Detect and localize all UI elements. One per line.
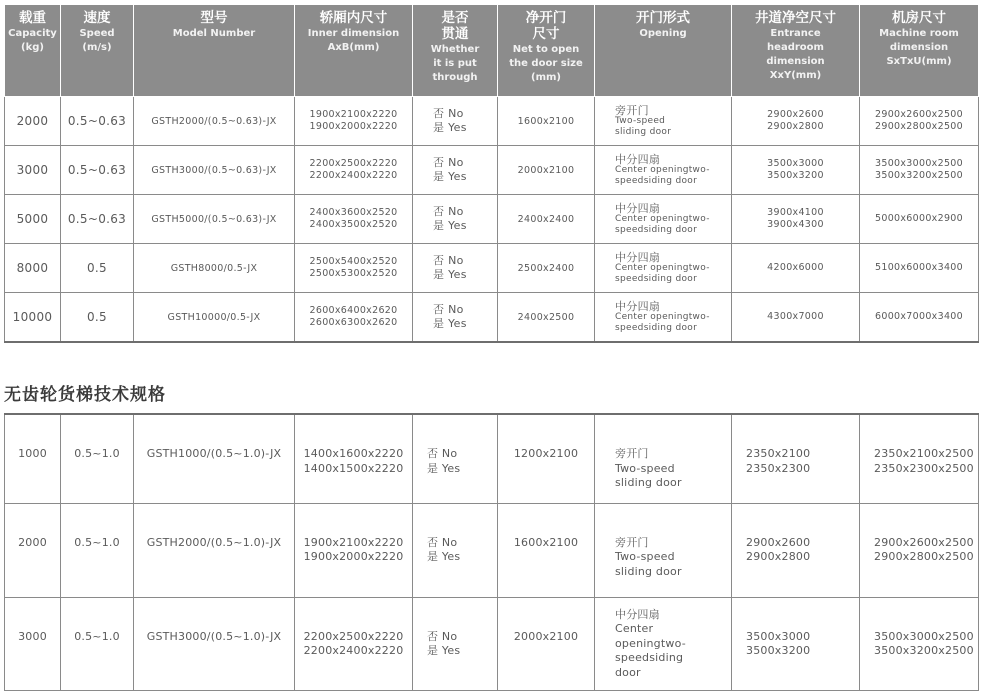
through-value: 否 No (427, 447, 458, 460)
column-header (295, 5, 413, 97)
section-title: 无齿轮货梯技术规格 (4, 385, 166, 405)
opening-en: Center openingtwo- (615, 164, 710, 175)
inner-dimension-value: 2600x6300x2620 (309, 317, 398, 328)
hoistway-value: 2900x2600 (746, 535, 811, 549)
inner-dimension-cell (295, 195, 413, 244)
hoistway-value: 3900x4300 (767, 219, 824, 230)
machine-room-cell (860, 244, 979, 293)
hoistway-value: 3500x3000 (767, 158, 824, 169)
table-row (5, 195, 979, 244)
inner-dimension-value: 2200x2400x2220 (303, 644, 404, 657)
through-value: 是 Yes (427, 461, 461, 475)
column-header (732, 5, 860, 97)
opening-value: door (615, 665, 641, 679)
header-zh: 载重 (19, 10, 46, 26)
hoistway-cell (732, 597, 860, 690)
opening-en: Center openingtwo- (615, 262, 710, 273)
opening-value: 旁开门 (615, 535, 649, 549)
through-cell (413, 293, 498, 343)
through-value: 否 No (433, 107, 464, 120)
inner-dimension-value: 2500x5300x2520 (309, 268, 398, 279)
speed-cell: 0.5 (61, 293, 134, 343)
hoistway-value: 2900x2600 (767, 109, 824, 120)
opening-cell (595, 414, 732, 503)
speed-cell: 0.5~1.0 (61, 414, 134, 503)
door-size-cell: 2500x2400 (498, 244, 595, 293)
machine-room-cell (860, 97, 979, 146)
through-value: 是 Yes (433, 268, 467, 281)
inner-dimension-value: 2600x6400x2620 (309, 305, 398, 316)
machine-room-value: 3500x3000x2500 (875, 158, 963, 169)
through-value: 是 Yes (433, 170, 467, 183)
speed-cell: 0.5~0.63 (61, 97, 134, 146)
opening-cell (595, 597, 732, 690)
inner-dimension-cell (295, 293, 413, 343)
machine-room-cell (860, 195, 979, 244)
header-en: Capacity (8, 28, 57, 39)
door-size-cell: 2000x2100 (498, 597, 595, 690)
inner-dimension-value: 1900x2000x2220 (309, 121, 398, 132)
header-en: Entrance (770, 28, 821, 39)
opening-value: 中分四扇 (615, 607, 660, 621)
capacity-cell: 10000 (5, 293, 61, 343)
header-en: (kg) (21, 42, 44, 53)
column-header (860, 5, 979, 97)
capacity-cell: 5000 (5, 195, 61, 244)
header-en: through (432, 72, 478, 83)
machine-room-value: 2900x2800x2500 (875, 121, 963, 132)
hoistway-cell (732, 97, 860, 146)
header-en: (mm) (531, 72, 561, 83)
opening-en: Center openingtwo- (615, 213, 710, 224)
machine-room-cell (860, 414, 979, 503)
opening-zh: 中分四扇 (615, 250, 661, 264)
header-en: Model Number (172, 28, 256, 39)
through-cell (413, 146, 498, 195)
column-header (413, 5, 498, 97)
hoistway-value: 2900x2800 (767, 121, 824, 132)
machine-room-value: 2900x2800x2500 (874, 550, 974, 563)
model-cell: GSTH8000/0.5-JX (134, 244, 295, 293)
machine-room-value: 2350x2100x2500 (874, 447, 974, 460)
speed-cell: 0.5~0.63 (61, 146, 134, 195)
header-zh: 尺寸 (532, 26, 560, 42)
header-zh: 是否 (441, 10, 469, 26)
geared-spec-table (4, 4, 979, 343)
header-zh: 开门形式 (636, 10, 690, 26)
model-cell: GSTH1000/(0.5~1.0)-JX (134, 414, 295, 503)
inner-dimension-value: 2400x3600x2520 (309, 207, 398, 218)
machine-room-value: 2900x2600x2500 (875, 109, 963, 120)
header-zh: 轿厢内尺寸 (319, 10, 388, 26)
gearless-spec-table (4, 413, 979, 691)
inner-dimension-cell (295, 414, 413, 503)
header-en: Inner dimension (307, 28, 400, 39)
through-value: 是 Yes (427, 550, 461, 563)
machine-room-value: 5000x6000x2900 (875, 213, 963, 224)
capacity-cell: 2000 (5, 97, 61, 146)
hoistway-value: 3500x3200 (746, 644, 811, 657)
hoistway-value: 2350x2300 (746, 461, 811, 475)
header-en: XxY(mm) (769, 70, 822, 81)
through-value: 是 Yes (427, 644, 461, 657)
opening-value: speedsiding (615, 651, 684, 664)
header-en: Opening (639, 28, 687, 39)
opening-cell (595, 244, 732, 293)
hoistway-value: 3900x4100 (767, 207, 824, 218)
header-en: dimension (889, 42, 949, 53)
hoistway-cell (732, 293, 860, 343)
door-size-cell: 2400x2500 (498, 293, 595, 343)
opening-en: Center openingtwo- (615, 311, 710, 322)
machine-room-value: 3500x3000x2500 (874, 629, 974, 643)
door-size-cell: 2400x2400 (498, 195, 595, 244)
header-en: AxB(mm) (327, 42, 380, 53)
hoistway-cell (732, 195, 860, 244)
opening-en: speedsiding door (615, 224, 698, 235)
hoistway-value: 4300x7000 (767, 311, 824, 322)
machine-room-cell (860, 293, 979, 343)
column-header (61, 5, 134, 97)
through-cell (413, 597, 498, 690)
inner-dimension-value: 1400x1600x2220 (303, 447, 404, 460)
header-zh: 贯通 (441, 26, 469, 42)
door-size-cell: 1600x2100 (498, 503, 595, 597)
door-size-cell: 1200x2100 (498, 414, 595, 503)
inner-dimension-value: 2200x2400x2220 (309, 170, 398, 181)
hoistway-cell (732, 503, 860, 597)
through-value: 否 No (433, 205, 464, 218)
machine-room-cell (860, 597, 979, 690)
inner-dimension-value: 1900x2100x2220 (303, 535, 404, 549)
inner-dimension-value: 1400x1500x2220 (303, 461, 404, 475)
model-cell: GSTH2000/(0.5~0.63)-JX (134, 97, 295, 146)
opening-zh: 中分四扇 (615, 152, 661, 166)
header-zh: 型号 (200, 10, 228, 26)
opening-value: Two-speed (615, 550, 675, 563)
opening-cell (595, 97, 732, 146)
machine-room-cell (860, 503, 979, 597)
header-en: Machine room (879, 28, 959, 39)
speed-cell: 0.5 (61, 244, 134, 293)
speed-cell: 0.5~1.0 (61, 597, 134, 690)
capacity-cell: 3000 (5, 146, 61, 195)
opening-en: sliding door (615, 126, 672, 137)
table-row (5, 97, 979, 146)
inner-dimension-value: 2200x2500x2220 (309, 158, 398, 169)
inner-dimension-cell (295, 146, 413, 195)
hoistway-value: 2900x2800 (746, 550, 811, 563)
inner-dimension-value: 2500x5400x2520 (309, 256, 398, 267)
speed-cell: 0.5~0.63 (61, 195, 134, 244)
machine-room-value: 5100x6000x3400 (875, 262, 963, 273)
opening-cell (595, 503, 732, 597)
through-cell (413, 97, 498, 146)
column-header (498, 5, 595, 97)
through-value: 是 Yes (433, 317, 467, 330)
through-cell (413, 414, 498, 503)
table-row (5, 293, 979, 343)
inner-dimension-cell (295, 244, 413, 293)
opening-en: speedsiding door (615, 175, 698, 186)
opening-en: Two-speed (615, 115, 666, 126)
table-row (5, 414, 979, 503)
inner-dimension-value: 2200x2500x2220 (303, 629, 404, 643)
header-en: Net to open (512, 44, 580, 55)
speed-cell: 0.5~1.0 (61, 503, 134, 597)
opening-zh: 中分四扇 (615, 201, 661, 215)
through-value: 是 Yes (433, 121, 467, 134)
table-row (5, 146, 979, 195)
opening-cell (595, 293, 732, 343)
hoistway-value: 3500x3000 (746, 629, 811, 643)
capacity-cell: 8000 (5, 244, 61, 293)
machine-room-value: 6000x7000x3400 (875, 311, 963, 322)
opening-value: Two-speed (615, 461, 675, 475)
through-cell (413, 503, 498, 597)
model-cell: GSTH3000/(0.5~0.63)-JX (134, 146, 295, 195)
machine-room-value: 2900x2600x2500 (874, 535, 974, 549)
header-row (5, 5, 979, 97)
capacity-cell: 1000 (5, 414, 61, 503)
through-value: 否 No (433, 254, 464, 267)
inner-dimension-value: 1900x2000x2220 (303, 550, 404, 563)
door-size-cell: 2000x2100 (498, 146, 595, 195)
opening-value: sliding door (615, 564, 682, 578)
machine-room-value: 3500x3200x2500 (875, 170, 963, 181)
header-zh: 机房尺寸 (892, 10, 946, 26)
hoistway-cell (732, 414, 860, 503)
opening-value: sliding door (615, 476, 682, 489)
hoistway-cell (732, 146, 860, 195)
header-en: dimension (766, 56, 825, 67)
column-header (595, 5, 732, 97)
header-en: headroom (767, 42, 824, 53)
table-row (5, 244, 979, 293)
inner-dimension-cell (295, 97, 413, 146)
header-en: Whether (430, 44, 480, 55)
machine-room-value: 2350x2300x2500 (874, 461, 974, 475)
opening-en: speedsiding door (615, 322, 698, 333)
header-zh: 井道净空尺寸 (755, 10, 836, 26)
column-header (134, 5, 295, 97)
opening-value: Center (615, 622, 654, 635)
opening-zh: 旁开门 (615, 103, 649, 117)
header-zh: 速度 (83, 10, 111, 26)
opening-en: speedsiding door (615, 273, 698, 284)
header-en: Speed (79, 28, 115, 39)
through-value: 否 No (433, 303, 464, 316)
model-cell: GSTH10000/0.5-JX (134, 293, 295, 343)
model-cell: GSTH2000/(0.5~1.0)-JX (134, 503, 295, 597)
table-row (5, 503, 979, 597)
opening-value: openingtwo- (615, 636, 686, 650)
through-cell (413, 195, 498, 244)
inner-dimension-value: 2400x3500x2520 (309, 219, 398, 230)
inner-dimension-value: 1900x2100x2220 (309, 109, 398, 120)
hoistway-value: 2350x2100 (746, 447, 811, 460)
hoistway-cell (732, 244, 860, 293)
opening-cell (595, 195, 732, 244)
through-value: 否 No (433, 156, 464, 169)
capacity-cell: 3000 (5, 597, 61, 690)
through-value: 否 No (427, 629, 458, 643)
table-row (5, 597, 979, 690)
machine-room-value: 3500x3200x2500 (874, 644, 974, 657)
capacity-cell: 2000 (5, 503, 61, 597)
header-zh: 净开门 (525, 10, 567, 26)
header-en: SxTxU(mm) (886, 56, 952, 67)
door-size-cell: 1600x2100 (498, 97, 595, 146)
header-en: the door size (509, 58, 583, 69)
inner-dimension-cell (295, 503, 413, 597)
header-en: (m/s) (82, 42, 112, 53)
inner-dimension-cell (295, 597, 413, 690)
through-value: 否 No (427, 535, 458, 549)
opening-zh: 中分四扇 (615, 299, 661, 313)
through-value: 是 Yes (433, 219, 467, 232)
hoistway-value: 4200x6000 (767, 262, 824, 273)
model-cell: GSTH5000/(0.5~0.63)-JX (134, 195, 295, 244)
machine-room-cell (860, 146, 979, 195)
header-en: it is put (433, 58, 477, 69)
opening-value: 旁开门 (615, 447, 649, 460)
column-header (5, 5, 61, 97)
model-cell: GSTH3000/(0.5~1.0)-JX (134, 597, 295, 690)
through-cell (413, 244, 498, 293)
hoistway-value: 3500x3200 (767, 170, 824, 181)
opening-cell (595, 146, 732, 195)
